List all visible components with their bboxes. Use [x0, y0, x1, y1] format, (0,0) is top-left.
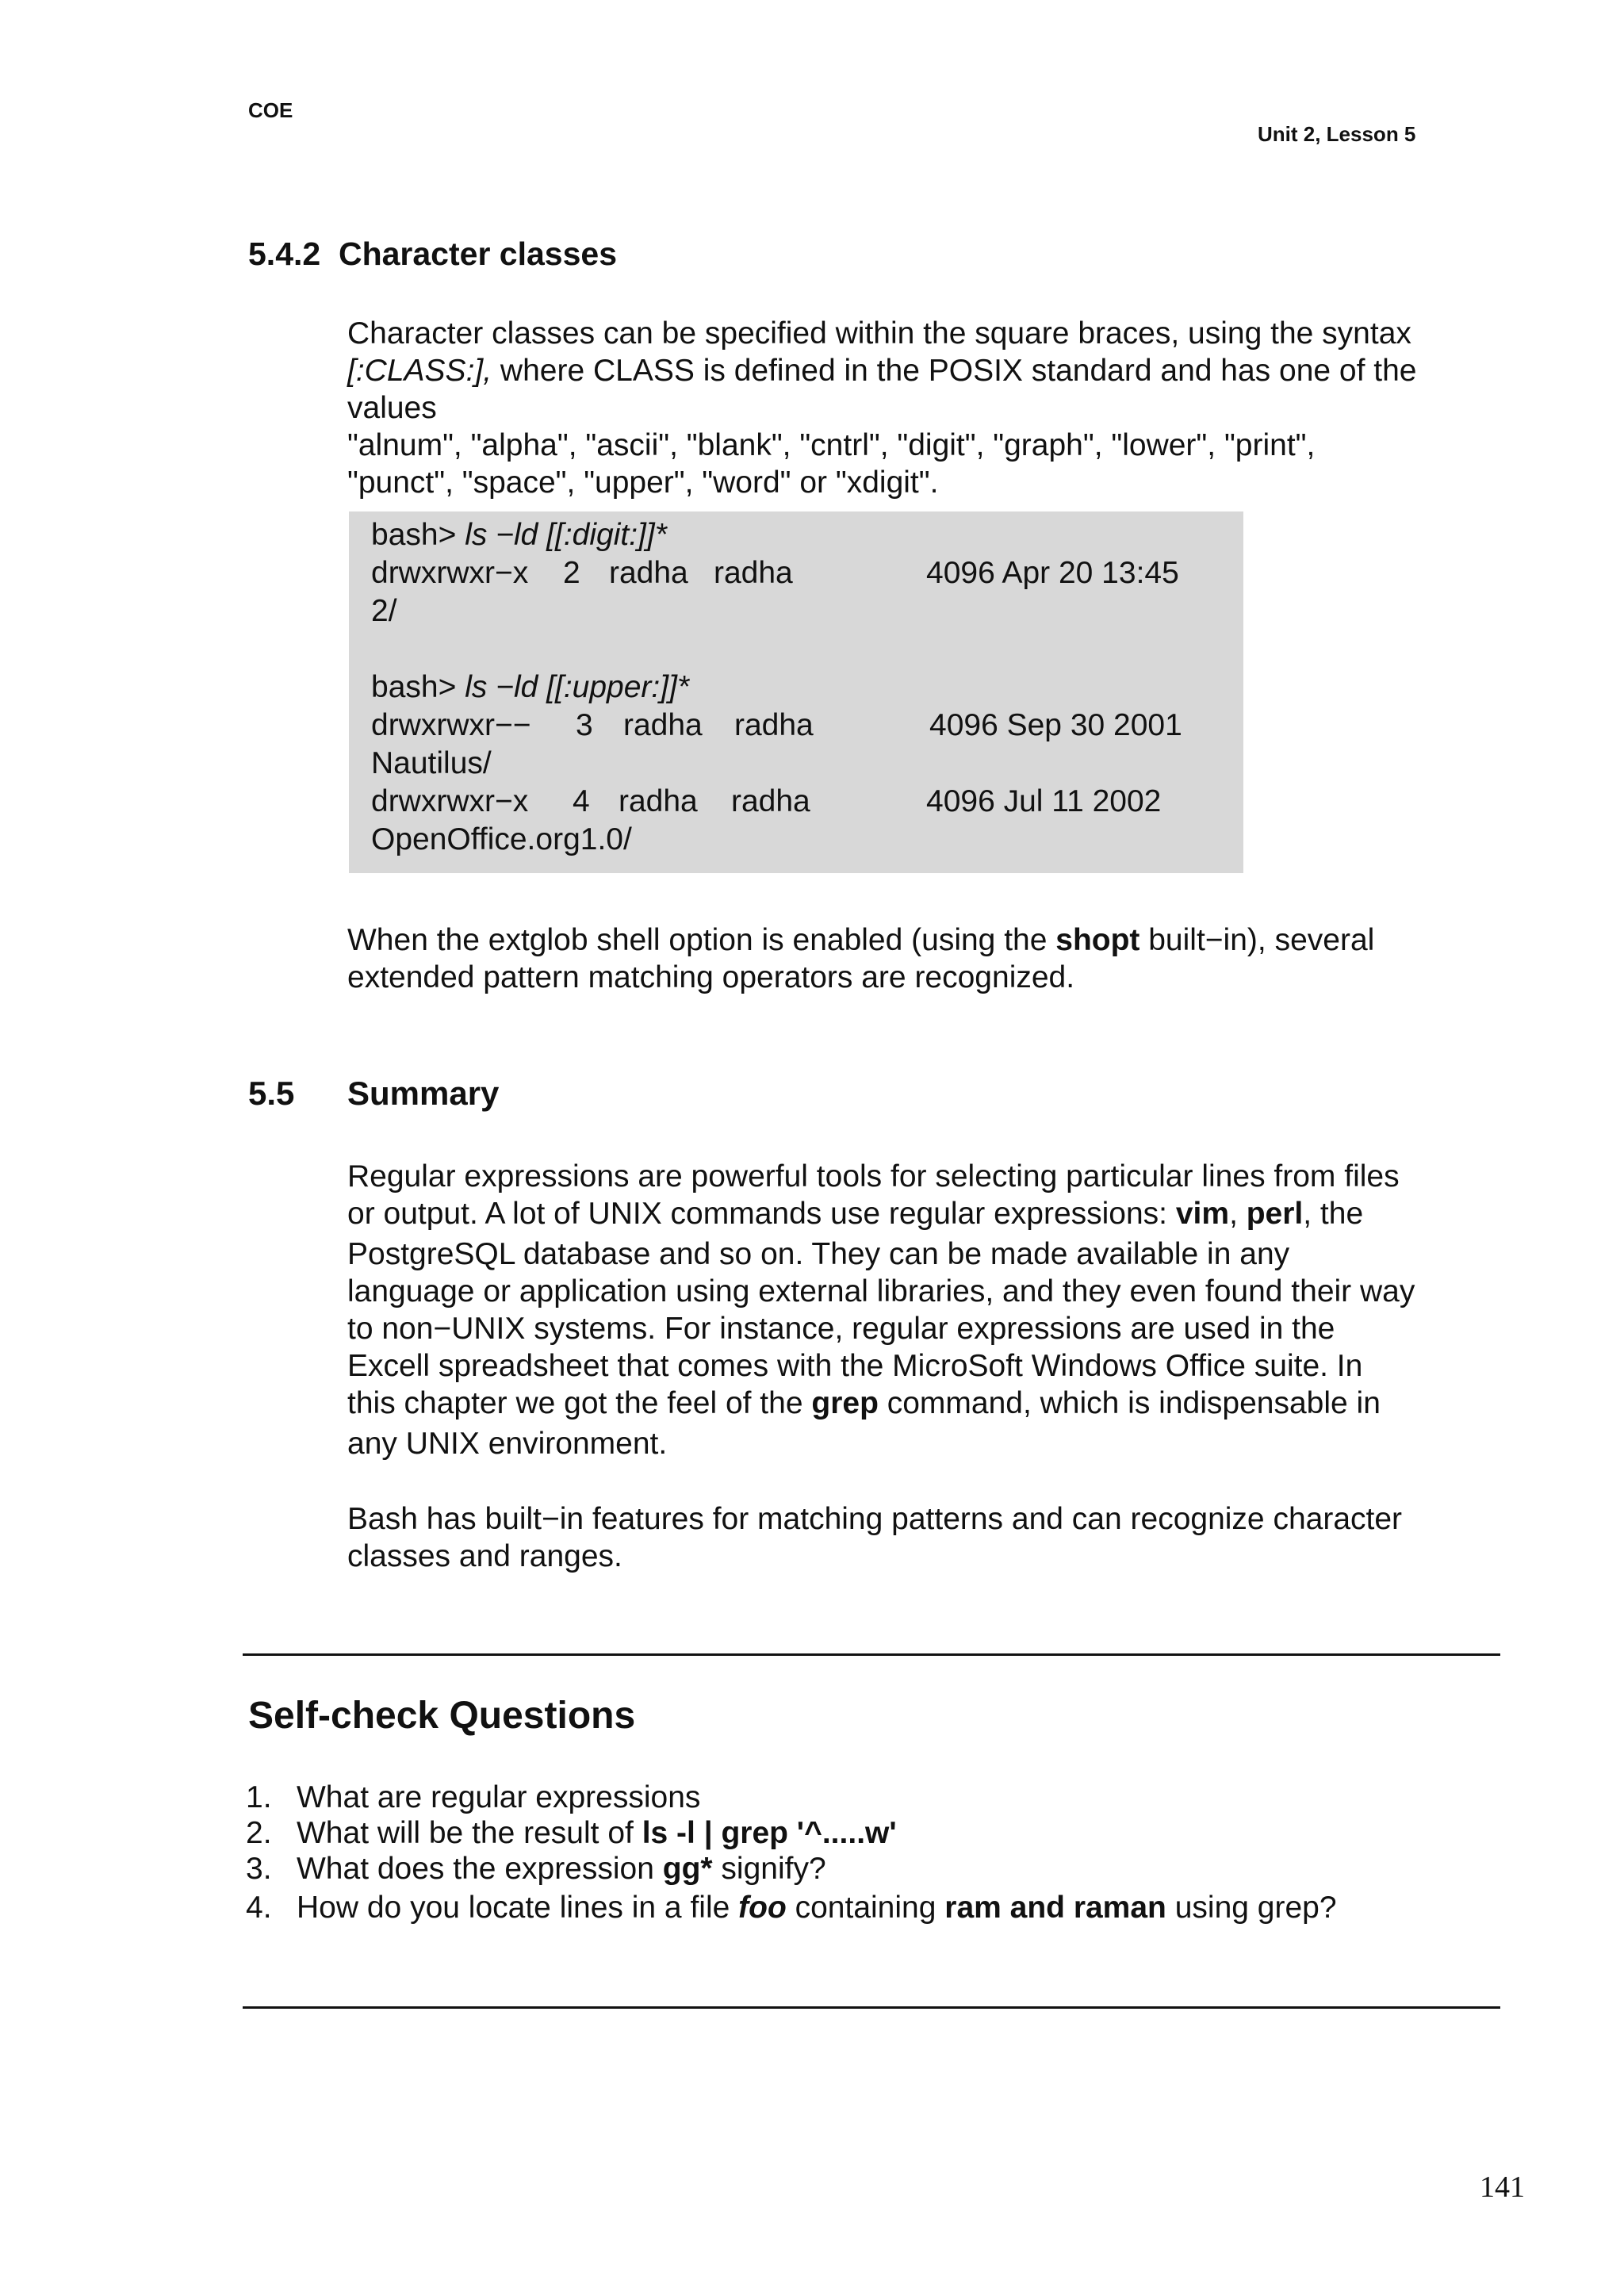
selfcheck-title: Self-check Questions [248, 1695, 636, 1737]
file-name: foo [738, 1891, 787, 1925]
text-line: "punct", "space", "upper", "word" or "xdigit". [347, 466, 939, 500]
summary-paragraph-1 [347, 1158, 1505, 1462]
question-item [246, 1780, 700, 1815]
text-line: values [347, 391, 437, 425]
listing-links: 2 [563, 556, 580, 590]
listing-links: 3 [576, 708, 593, 742]
listing-meta: 4096 Jul 11 2002 [926, 784, 1162, 818]
text-line: Excell spreadsheet that comes with the MicroSoft Windows Office suite. In [347, 1349, 1363, 1383]
listing-meta: 4096 Sep 30 2001 [929, 708, 1182, 742]
divider-top [243, 1653, 1500, 1656]
question-item [246, 1816, 897, 1851]
question-item [246, 1891, 1337, 1925]
listing-permissions: drwxrwxr−x [371, 784, 529, 818]
summary-paragraph-2 [347, 1500, 1505, 1575]
text-span: command, which is indispensable in [878, 1386, 1381, 1420]
listing-name: 2/ [371, 594, 397, 628]
listing-user: radha [609, 556, 688, 590]
listing-name: OpenOffice.org1.0/ [371, 822, 632, 856]
text-line [347, 1385, 1505, 1422]
text-line [347, 1195, 1505, 1232]
question-text: How do you locate lines in a file [297, 1891, 739, 1925]
question-text: What does the expression [297, 1852, 663, 1886]
text-span: When the extglob shell option is enabled (using the [347, 923, 1056, 957]
command-line-2 [371, 670, 689, 705]
text-line: PostgreSQL database and so on. They can be made available in any [347, 1237, 1290, 1271]
text-span: this chapter we got the feel of the [347, 1386, 812, 1420]
question-number: 3. [246, 1852, 272, 1886]
question-number: 1. [246, 1780, 272, 1814]
section-55-number: 5.5 [248, 1075, 295, 1112]
text-line: classes and ranges. [347, 1539, 622, 1573]
question-number: 2. [246, 1816, 272, 1850]
listing-links: 4 [573, 784, 590, 818]
command-text: ls −ld [[:upper:]]* [465, 670, 690, 704]
text-line: any UNIX environment. [347, 1427, 668, 1461]
text-line: Regular expressions are powerful tools for selecting particular lines from files [347, 1159, 1400, 1193]
syntax-class: [:CLASS:], [347, 354, 492, 388]
text-line: extended pattern matching operators are recognized. [347, 960, 1075, 994]
text-line [347, 921, 1505, 959]
page-number: 141 [1480, 2170, 1525, 2204]
question-text: What are regular expressions [297, 1780, 701, 1814]
text-line: to non−UNIX systems. For instance, regular expressions are used in the [347, 1312, 1335, 1346]
listing-meta: 4096 Apr 20 13:45 [926, 556, 1179, 590]
question-number: 4. [246, 1891, 272, 1925]
search-terms: ram and raman [944, 1891, 1166, 1925]
listing-user: radha [623, 708, 703, 742]
header-right: Unit 2, Lesson 5 [1258, 122, 1416, 146]
command-name: shopt [1055, 923, 1140, 957]
text-span: , [1229, 1197, 1247, 1231]
listing-group: radha [731, 784, 810, 818]
text-line: Character classes can be specified within the square braces, using the syntax [347, 316, 1411, 351]
section-542-paragraph-2 [347, 921, 1505, 996]
divider-bottom [243, 2006, 1500, 2009]
section-542-title: 5.4.2 Character classes [248, 236, 617, 272]
text-span: or output. A lot of UNIX commands use regular expressions: [347, 1197, 1176, 1231]
text-line: Bash has built−in features for matching patterns and can recognize character [347, 1502, 1403, 1536]
command-text: ls −ld [[:digit:]]* [465, 518, 667, 552]
text-line [347, 352, 1505, 389]
command-text: gg* [662, 1852, 713, 1886]
header-left: COE [248, 98, 293, 122]
text-line: "alnum", "alpha", "ascii", "blank", "cntrl", "digit", "graph", "lower", "print", [347, 428, 1316, 462]
text-span: , the [1303, 1197, 1364, 1231]
text-span: built−in), several [1139, 923, 1375, 957]
text-line: language or application using external libraries, and they even found their way [347, 1274, 1415, 1308]
command-name: perl [1246, 1197, 1304, 1231]
section-542-paragraph-1 [347, 315, 1505, 501]
listing-permissions: drwxrwxr−− [371, 708, 531, 742]
text-span: where CLASS is defined in the POSIX standard and has one of the [492, 354, 1417, 388]
shell-prompt: bash> [371, 518, 465, 552]
question-text: using grep? [1166, 1891, 1337, 1925]
listing-user: radha [619, 784, 698, 818]
shell-prompt: bash> [371, 670, 465, 704]
command-name: vim [1175, 1197, 1230, 1231]
code-example-box [349, 511, 1243, 873]
command-text: ls -l | grep '^.....w' [642, 1816, 897, 1850]
question-text: What will be the result of [297, 1816, 642, 1850]
question-item [246, 1852, 826, 1887]
question-text: signify? [712, 1852, 826, 1886]
command-name: grep [811, 1386, 879, 1420]
listing-group: radha [714, 556, 793, 590]
question-text: containing [786, 1891, 945, 1925]
command-line-1 [371, 518, 667, 553]
listing-group: radha [734, 708, 814, 742]
listing-permissions: drwxrwxr−x [371, 556, 529, 590]
section-55-title: Summary [347, 1075, 500, 1112]
listing-name: Nautilus/ [371, 746, 492, 780]
